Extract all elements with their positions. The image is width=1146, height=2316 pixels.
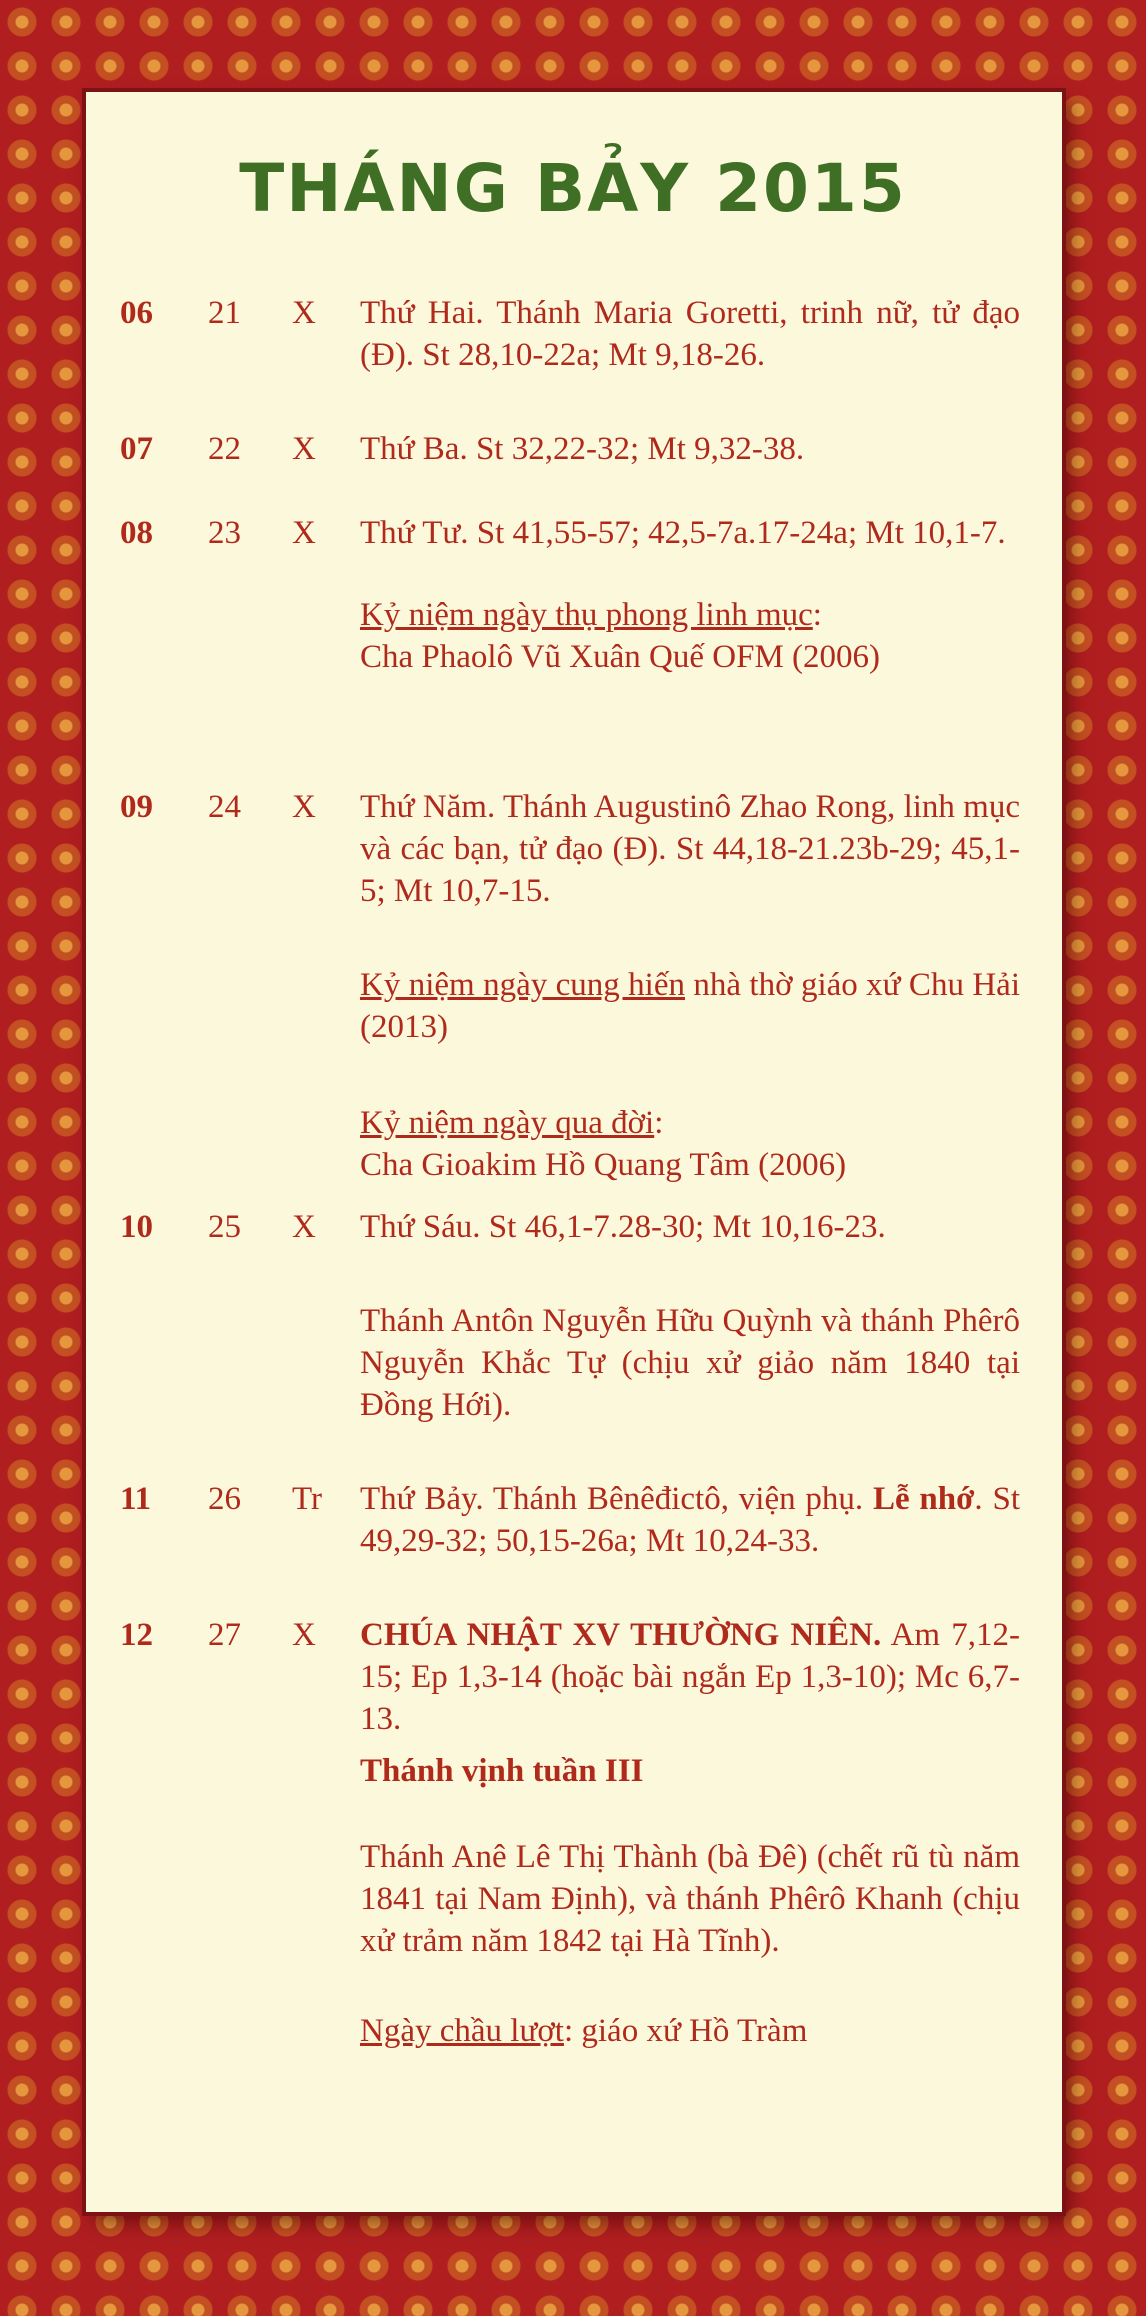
liturgical-color: X xyxy=(292,1617,316,1653)
entry-text: Thứ Sáu. St 46,1-7.28-30; Mt 10,16-23. xyxy=(360,1209,886,1245)
entry-text xyxy=(360,1614,1020,1740)
liturgical-color: X xyxy=(292,295,316,331)
liturgical-color: X xyxy=(292,1209,316,1245)
entry-text: Thứ Tư. St 41,55-57; 42,5-7a.17-24a; Mt 10,1-7. xyxy=(360,515,1006,551)
lunar-day: 23 xyxy=(208,515,241,551)
lunar-day: 22 xyxy=(208,431,241,467)
entry-text xyxy=(360,1478,1020,1562)
note-text: giáo xứ Hồ Tràm xyxy=(573,2013,808,2049)
note-separator: : xyxy=(654,1105,664,1141)
page-title: THÁNG BẢY 2015 xyxy=(239,150,907,227)
sunday-title: CHÚA NHẬT XV THƯỜNG NIÊN. xyxy=(360,1617,882,1653)
day-number: 06 xyxy=(120,295,153,331)
lunar-day: 25 xyxy=(208,1209,241,1245)
lunar-day: 24 xyxy=(208,789,241,825)
note-text: nhà thờ giáo xứ Chu Hải (2013) xyxy=(360,967,1020,1045)
entry-text: Thứ Ba. St 32,22-32; Mt 9,32-38. xyxy=(360,431,805,467)
lunar-day: 26 xyxy=(208,1481,241,1517)
day-number: 08 xyxy=(120,515,153,551)
saint-note: Thánh Anê Lê Thị Thành (bà Đê) (chết rũ tù năm 1841 tại Nam Định), và thánh Phêrô Khanh (chịu xử trảm năm 1842 tại Hà Tĩnh). xyxy=(360,1839,1020,1959)
day-number: 09 xyxy=(120,789,153,825)
day-number: 10 xyxy=(120,1209,153,1245)
entry-text: Thứ Năm. Thánh Augustinô Zhao Rong, linh mục và các bạn, tử đạo (Đ). St 44,18-21.23b-29; 45,1-5; Mt 10,7-15. xyxy=(360,789,1020,909)
liturgical-color: X xyxy=(292,431,316,467)
note-text: Cha Gioakim Hồ Quang Tâm (2006) xyxy=(360,1147,847,1183)
entry-text-main: Thứ Bảy. Thánh Bênêđictô, viện phụ. xyxy=(360,1481,864,1517)
psalter-week: Thánh vịnh tuần III xyxy=(360,1753,644,1789)
memorial-label: Lễ nhớ xyxy=(872,1481,975,1517)
lunar-day: 27 xyxy=(208,1617,241,1653)
note-label: Ngày chầu lượt xyxy=(360,2013,564,2049)
adoration-note xyxy=(360,2010,1020,2052)
liturgical-color: X xyxy=(292,515,316,551)
liturgical-color: X xyxy=(292,789,316,825)
note-label: Kỷ niệm ngày cung hiến xyxy=(360,967,685,1003)
day-number: 11 xyxy=(120,1481,152,1517)
anniversary-note xyxy=(360,964,1020,1048)
note-separator: : xyxy=(812,597,822,633)
lunar-day: 21 xyxy=(208,295,241,331)
day-number: 07 xyxy=(120,431,153,467)
entry-readings: . St 49,29-32; 50,15-26a; Mt 10,24-33. xyxy=(360,1481,1020,1559)
anniversary-note xyxy=(360,594,1020,636)
note-label: Kỷ niệm ngày qua đời xyxy=(360,1105,655,1141)
saint-note: Thánh Antôn Nguyễn Hữu Quỳnh và thánh Phêrô Nguyễn Khắc Tự (chịu xử giảo năm 1840 tại Đồng Hới). xyxy=(360,1303,1020,1423)
liturgical-color: Tr xyxy=(292,1481,322,1517)
note-label: Kỷ niệm ngày thụ phong linh mục xyxy=(360,597,813,633)
entry-readings: Am 7,12-15; Ep 1,3-14 (hoặc bài ngắn Ep 1,3-10); Mc 6,7-13. xyxy=(360,1617,1021,1737)
note-text: Cha Phaolô Vũ Xuân Quế OFM (2006) xyxy=(360,639,881,675)
anniversary-note xyxy=(360,1102,1020,1144)
note-separator: : xyxy=(563,2013,574,2049)
entry-text: Thứ Hai. Thánh Maria Goretti, trinh nữ, tử đạo (Đ). St 28,10-22a; Mt 9,18-26. xyxy=(360,295,1020,373)
day-number: 12 xyxy=(120,1617,153,1653)
